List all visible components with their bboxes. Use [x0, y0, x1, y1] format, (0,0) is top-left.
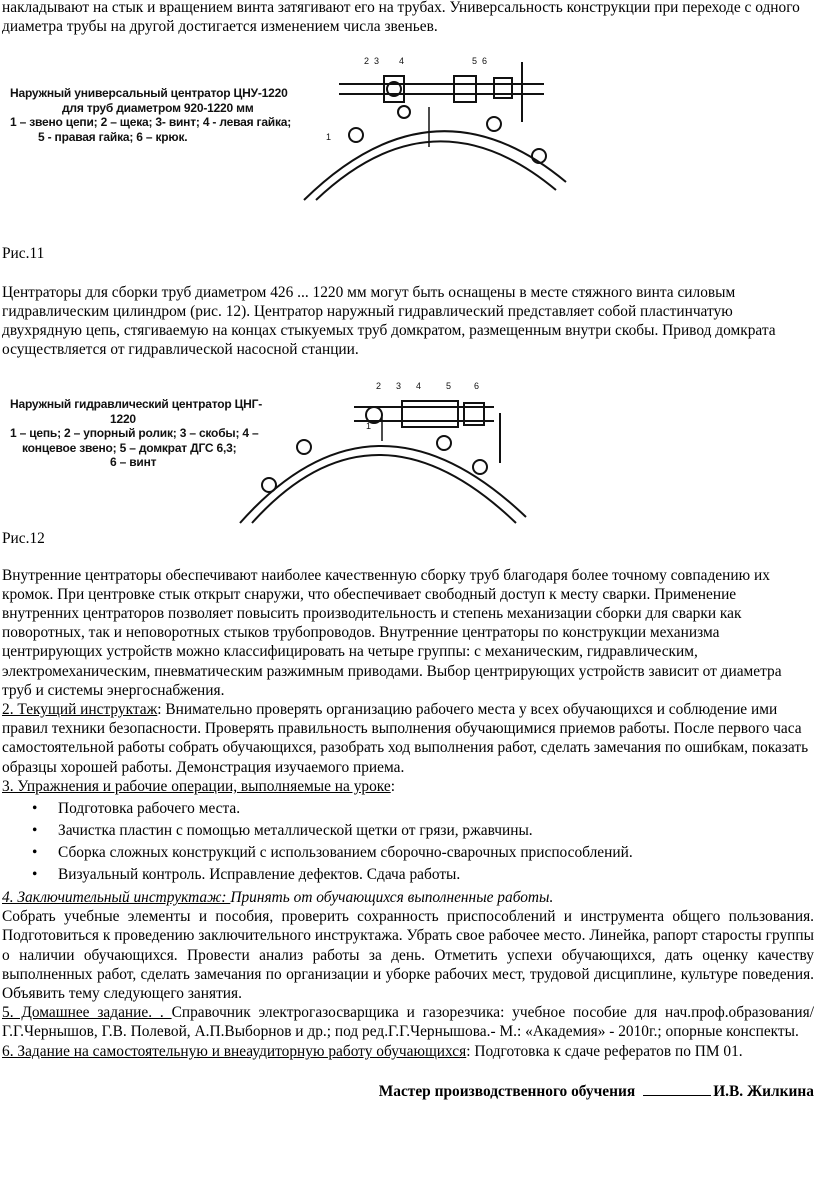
list-item-text: Зачистка пластин с помощью металлической щетки от грязи, ржавчины. [58, 822, 533, 840]
centrator-cnu-drawing [294, 52, 584, 202]
section-2-text: : Внимательно проверять организацию рабочего места у всех обучающихся и соблюдение ими правил техники безопасности. Проверять правильность выполнения обучающимися приемов работы. После первого часа самостоятельной работы собрать обучающихся, разобрать ход выполнения работ, сделать замечания по ошибкам, показать образцы хорошей работы. Демонстрация изучаемого приема. [2, 701, 809, 776]
callout-label: 2 [364, 56, 370, 67]
figure-11-label [10, 86, 291, 144]
callout-label: 3 [374, 56, 380, 67]
figure-12-label-line: 1 – цепь; 2 – упорный ролик; 3 – скобы; 4 – [10, 426, 259, 441]
list-item [2, 864, 814, 886]
bullet-icon: • [32, 822, 38, 840]
list-item [2, 820, 814, 842]
section-2 [2, 700, 814, 777]
section-3 [2, 777, 814, 796]
intro-paragraph: накладывают на стык и вращением винта затягивают его на трубах. Универсальность конструкции при переходе с одного диаметра трубы на другой достигается изменением числа звеньев. [2, 0, 800, 36]
signature-role: Мастер производственного обучения [378, 1082, 636, 1100]
figure-12 [2, 377, 814, 525]
figure-11-label-line: Наружный универсальный центратор ЦНУ-1220 [10, 86, 288, 101]
signature-blank [643, 1081, 711, 1096]
section-3-colon: : [390, 777, 396, 795]
figure-11-label-line: для труб диаметром 920-1220 мм [62, 100, 254, 115]
section-5 [2, 1003, 814, 1041]
callout-label: 1 [326, 132, 332, 143]
section-6-heading: 6. Задание на самостоятельную и внеаудиторную работу обучающихся [2, 1042, 467, 1060]
centrator-cng-drawing [234, 377, 534, 525]
section-4-heading: 4. Заключительный инструктаж: [2, 889, 231, 907]
list-item [2, 842, 814, 864]
section-4-task: Принять от обучающихся выполненные работы. [230, 889, 554, 907]
internal-centrators-paragraph: Внутренние центраторы обеспечивают наиболее качественную сборку труб благодаря более точному совпадению их кромок. При центровке стык открыт снаружи, что обеспечивает свободный доступ к месту сварки. Применение внутренних центраторов позволяет повысить производительность и степень механизации сборки для сварки как поворотных, так и неповоротных стыков трубопроводов. Внутренние центраторы по конструкции механизма центрирующих устройств можно классифицировать на четыре группы: с механическим, гидравлическим, электромеханическим, пневматическим разжимным приводами. Выбор центрирующих устройств зависит от диаметра труб и системы энергоснабжения. [2, 566, 782, 699]
list-item-text: Визуальный контроль. Исправление дефектов. Сдача работы. [58, 866, 461, 884]
figure-11-label-line: 1 – звено цепи; 2 – щека; 3- винт; 4 - левая гайка; [10, 115, 292, 130]
section-3-heading: 3. Упражнения и рабочие операции, выполняемые на уроке [2, 777, 391, 795]
section-6-text: : Подготовка к сдаче рефератов по ПМ 01. [466, 1042, 743, 1060]
figure-12-label-line: 6 – винт [110, 455, 157, 470]
callout-label: 6 [482, 56, 488, 67]
section-4-heading-line [2, 888, 814, 907]
bullet-icon: • [32, 866, 38, 884]
callout-label: 6 [474, 381, 480, 392]
list-item [2, 798, 814, 820]
list-item-text: Подготовка рабочего места. [58, 800, 241, 818]
section-4-text: Собрать учебные элементы и пособия, проверить сохранность приспособлений и инструмента общего пользования. Подготовиться к проведению заключительного инструктажа. Убрать свое рабочее место. Линейка, рапорт старосты группы о наличии обучающихся. Провести анализ работы за день. Отметить успехи обучающихся, дать оценку качеству выполненных работ, сделать замечания по организации и уборке рабочих мест, трудовой дисциплине, культуре поведения. Объявить тему следующего занятия. [2, 908, 814, 1003]
callout-label: 5 [472, 56, 478, 67]
figure-12-label-line: концевое звено; 5 – домкрат ДГС 6,3; [22, 440, 237, 455]
figure-12-label-line: 1220 [110, 411, 136, 426]
figure-12-label-line: Наружный гидравлический центратор ЦНГ- [10, 397, 263, 412]
exercise-list [2, 798, 814, 886]
callout-label: 2 [376, 381, 382, 392]
callout-label: 5 [446, 381, 452, 392]
section-5-heading: 5. Домашнее задание. . [2, 1004, 172, 1022]
list-item-text: Сборка сложных конструкций с использованием сборочно-сварочных приспособлений. [58, 844, 633, 862]
callout-label: 4 [399, 56, 405, 67]
section-2-heading: 2. Текущий инструктаж [2, 701, 158, 719]
signature-line [2, 1081, 814, 1101]
hydraulic-paragraph: Центраторы для сборки труб диаметром 426 ... 1220 мм могут быть оснащены в месте стяжного винта силовым гидравлическим цилиндром (рис. 12). Центратор наружный гидравлический представляет собой пластинчатую двухрядную цепь, стягиваемую на концах стыкуемых труб домкратом, размещенным внутри скобы. Привод домкрата осуществляется от гидравлической насосной станции. [2, 283, 776, 359]
figure-11 [2, 36, 814, 188]
callout-label: 3 [396, 381, 402, 392]
callout-label: 1 [366, 421, 372, 432]
bullet-icon: • [32, 800, 38, 818]
section-6 [2, 1042, 814, 1061]
figure-11-caption: Рис.11 [2, 245, 45, 263]
figure-12-caption: Рис.12 [2, 530, 45, 548]
figure-12-label [10, 397, 262, 470]
callout-label: 4 [416, 381, 422, 392]
signature-name: И.В. Жилкина [713, 1082, 814, 1100]
figure-11-label-line: 5 - правая гайка; 6 – крюк. [38, 129, 188, 144]
section-5-text: Справочник электрогазосварщика и газорезчика: учебное пособие для нач.проф.образования/ Г.Г.Чернышов, Г.В. Полевой, А.П.Выборнов и др.; под ред.Г.Г.Чернышова.- М.: «Академия» - 2010г.; опорные конспекты. [2, 1004, 815, 1041]
bullet-icon: • [32, 844, 38, 862]
